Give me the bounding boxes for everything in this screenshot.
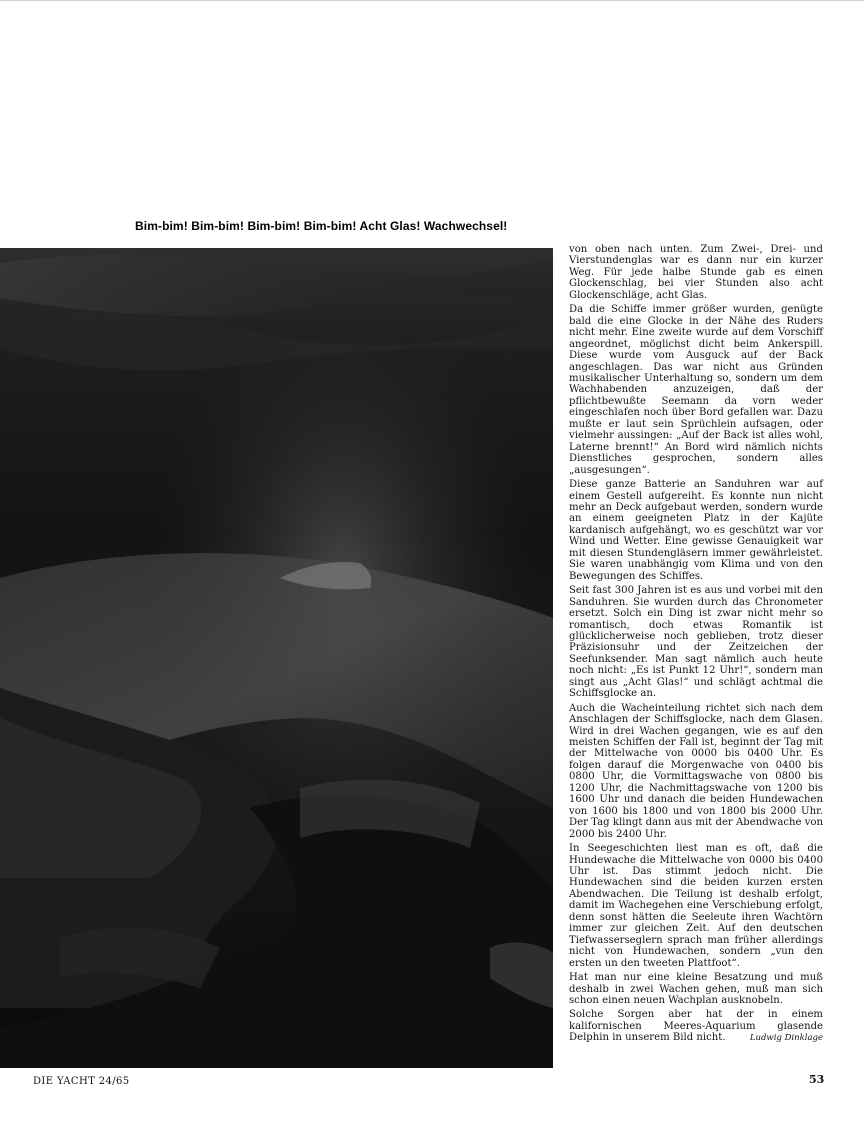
dolphin-photo — [0, 248, 553, 1068]
paragraph: von oben nach unten. Zum Zwei-, Drei- und Vierstundenglas war es dann nur ein kurzer Weg. Für jede halbe Stunde gab es einen Glockenschlag, bei vier Stunden also acht Glockenschläge, acht Glas. — [569, 244, 823, 301]
author-byline: Ludwig Dinklage — [749, 1033, 823, 1044]
paragraph: In Seegeschichten liest man es oft, daß die Hundewache die Mittelwache von 0000 bis 0400 Uhr ist. Das stimmt jedoch nicht. Die Hundewachen sind die beiden kurzen ersten Abendwachen. Die Teilung ist deshalb erfolgt, damit im Wachegehen eine Verschiebung erfolgt, denn sonst hätten die Seeleute ihren Wachtörn immer zur gleichen Zeit. Auf den deutschen Tiefwasserseglern sprach man früher allerdings nicht von Hundewachen, sondern „vun den ersten un den tweeten Plattfoot“. — [569, 843, 823, 969]
paragraph: Da die Schiffe immer größer wurden, genügte bald die eine Glocke in der Nähe des Ruders nicht mehr. Eine zweite wurde auf dem Vorschiff angeordnet, möglichst dicht beim Ankerspill. Diese wurde vom Ausguck auf der Back angeschlagen. Das war nicht aus Gründen musikalischer Unterhaltung so, sondern um dem Wachhabenden anzuzeigen, daß der pflichtbewußte Seemann da vorn weder eingeschlafen noch über Bord gefallen war. Dazu mußte er laut sein Sprüchlein aufsagen, oder vielmehr aussingen: „Auf der Back ist alles wohl, Laterne brennt!“ An Bord wird nämlich nichts Dienstliches gesprochen, sondern alles „ausgesungen“. — [569, 304, 823, 476]
paragraph: Auch die Wacheinteilung richtet sich nach dem Anschlagen der Schiffsglocke, nach dem Glasen. Wird in drei Wachen gegangen, wie es auf den meisten Schiffen der Fall ist, beginnt der Tag mit der Mittelwache von 0000 bis 0400 Uhr. Es folgen darauf die Morgenwache von 0400 bis 0800 Uhr, die Vormittagswache von 0800 bis 1200 Uhr, die Nachmittagswache von 1200 bis 1600 Uhr und danach die beiden Hundewachen von 1600 bis 1800 und von 1800 bis 2000 Uhr. Der Tag klingt dann aus mit der Abendwache von 2000 bis 2400 Uhr. — [569, 702, 823, 840]
page-number: 53 — [809, 1073, 825, 1086]
paragraph: Hat man nur eine kleine Besatzung und muß deshalb in zwei Wachen gehen, muß man sich schon einen neuen Wachplan ausknobeln. — [569, 972, 823, 1006]
paragraph: Seit fast 300 Jahren ist es aus und vorbei mit den Sanduhren. Sie wurden durch das Chronometer ersetzt. Solch ein Ding ist zwar nicht mehr so romantisch, doch etwas Romantik ist glücklicherweise noch geblieben, trotz dieser Präzisionsuhr und der Zeitzeichen der Seefunksender. Man sagt nämlich auch heute noch nicht: „Es ist Punkt 12 Uhr!“, sondern man singt aus „Acht Glas!“ und schlägt achtmal die Schiffsglocke an. — [569, 585, 823, 700]
paragraph-final-text: Solche Sorgen aber hat der in einem kalifornischen Meeres-Aquarium glasende Delphin in unserem Bild nicht. — [569, 1009, 823, 1044]
magazine-footer: DIE YACHT 24/65 — [33, 1076, 130, 1087]
article-body — [569, 244, 823, 1045]
headline: Bim-bim! Bim-bim! Bim-bim! Bim-bim! Acht Glas! Wachwechsel! — [135, 219, 508, 233]
top-rule — [0, 0, 864, 1]
paragraph-final — [569, 1009, 823, 1043]
paragraph: Diese ganze Batterie an Sanduhren war auf einem Gestell aufgereiht. Es konnte nun nicht mehr an Deck aufgebaut werden, sondern wurde an einem geeigneten Platz in der Kajüte kardanisch aufgehängt, wo es geschützt war vor Wind und Wetter. Eine gewisse Genauigkeit war mit diesen Stundengläsern immer gewährleistet. Sie waren unabhängig vom Klima und von den Bewegungen des Schiffes. — [569, 479, 823, 582]
